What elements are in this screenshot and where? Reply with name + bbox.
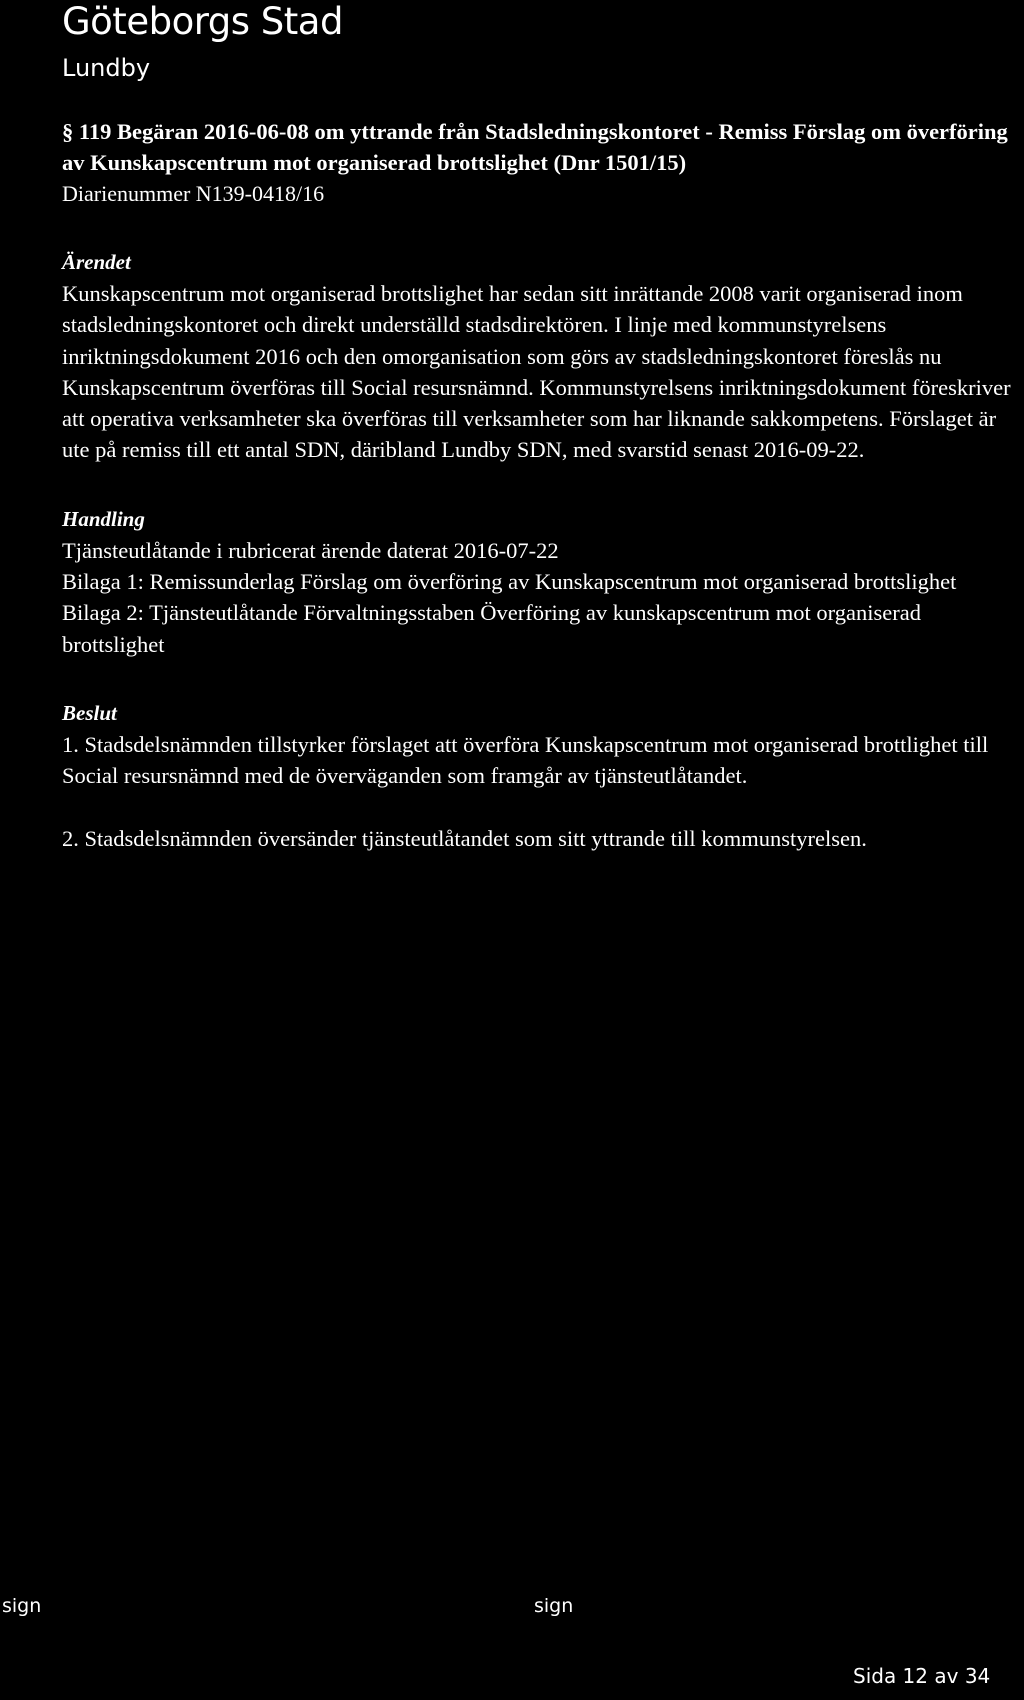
handling-item: Tjänsteutlåtande i rubricerat ärende daterat 2016-07-22 [62,537,559,563]
sign-right: sign [534,1595,574,1617]
handling-heading: Handling [62,506,145,531]
diary-number: Diarienummer N139-0418/16 [62,181,325,206]
handling-item: Bilaga 1: Remissunderlag Förslag om överföring av Kunskapscentrum mot organiserad brottslighet [62,569,957,595]
arendet-text: Kunskapscentrum mot organiserad brottslighet har sedan sitt inrättande 2008 varit organiserad inom stadsledningskontoret och direkt underställd stadsdirektören. I linje med kommunstyrelsens inriktningsdokument 2016 och den omorganisation som görs av stadsledningskontoret föreslås nu Kunskapscentrum överföras till Social resursnämnd. Kommunstyrelsens inriktningsdokument föreskriver att operativa verksamheter ska överföras till verksamheter som har liknande sakkompetens. Förslaget är ute på remiss till ett antal SDN, däribland Lundby SDN, med svarstid senast 2016-09-22. [62,281,1011,463]
beslut-item: 2. Stadsdelsnämnden översänder tjänsteutlåtandet som sitt yttrande till kommunstyrelsen. [62,825,867,851]
org-unit: Lundby [62,54,151,82]
org-name: Göteborgs Stad [62,0,343,43]
page-number: Sida 12 av 34 [853,1664,991,1688]
handling-list [62,535,1020,660]
document-body [62,116,1020,885]
beslut-heading: Beslut [62,700,117,725]
arendet-heading: Ärendet [62,250,131,274]
item-heading: § 119 Begäran 2016-06-08 om yttrande från Stadsledningskontoret - Remiss Förslag om överföring av Kunskapscentrum mot organiserad brottslighet (Dnr 1501/15) [62,119,1008,175]
beslut-item: 1. Stadsdelsnämnden tillstyrker förslaget att överföra Kunskapscentrum mot organiserad brottlighet till Social resursnämnd med de överväganden som framgår av tjänsteutlåtandet. [62,731,989,789]
sign-left: sign [2,1595,42,1617]
handling-item: Bilaga 2: Tjänsteutlåtande Förvaltningsstaben Överföring av kunskapscentrum mot organiserad brottslighet [62,600,921,657]
